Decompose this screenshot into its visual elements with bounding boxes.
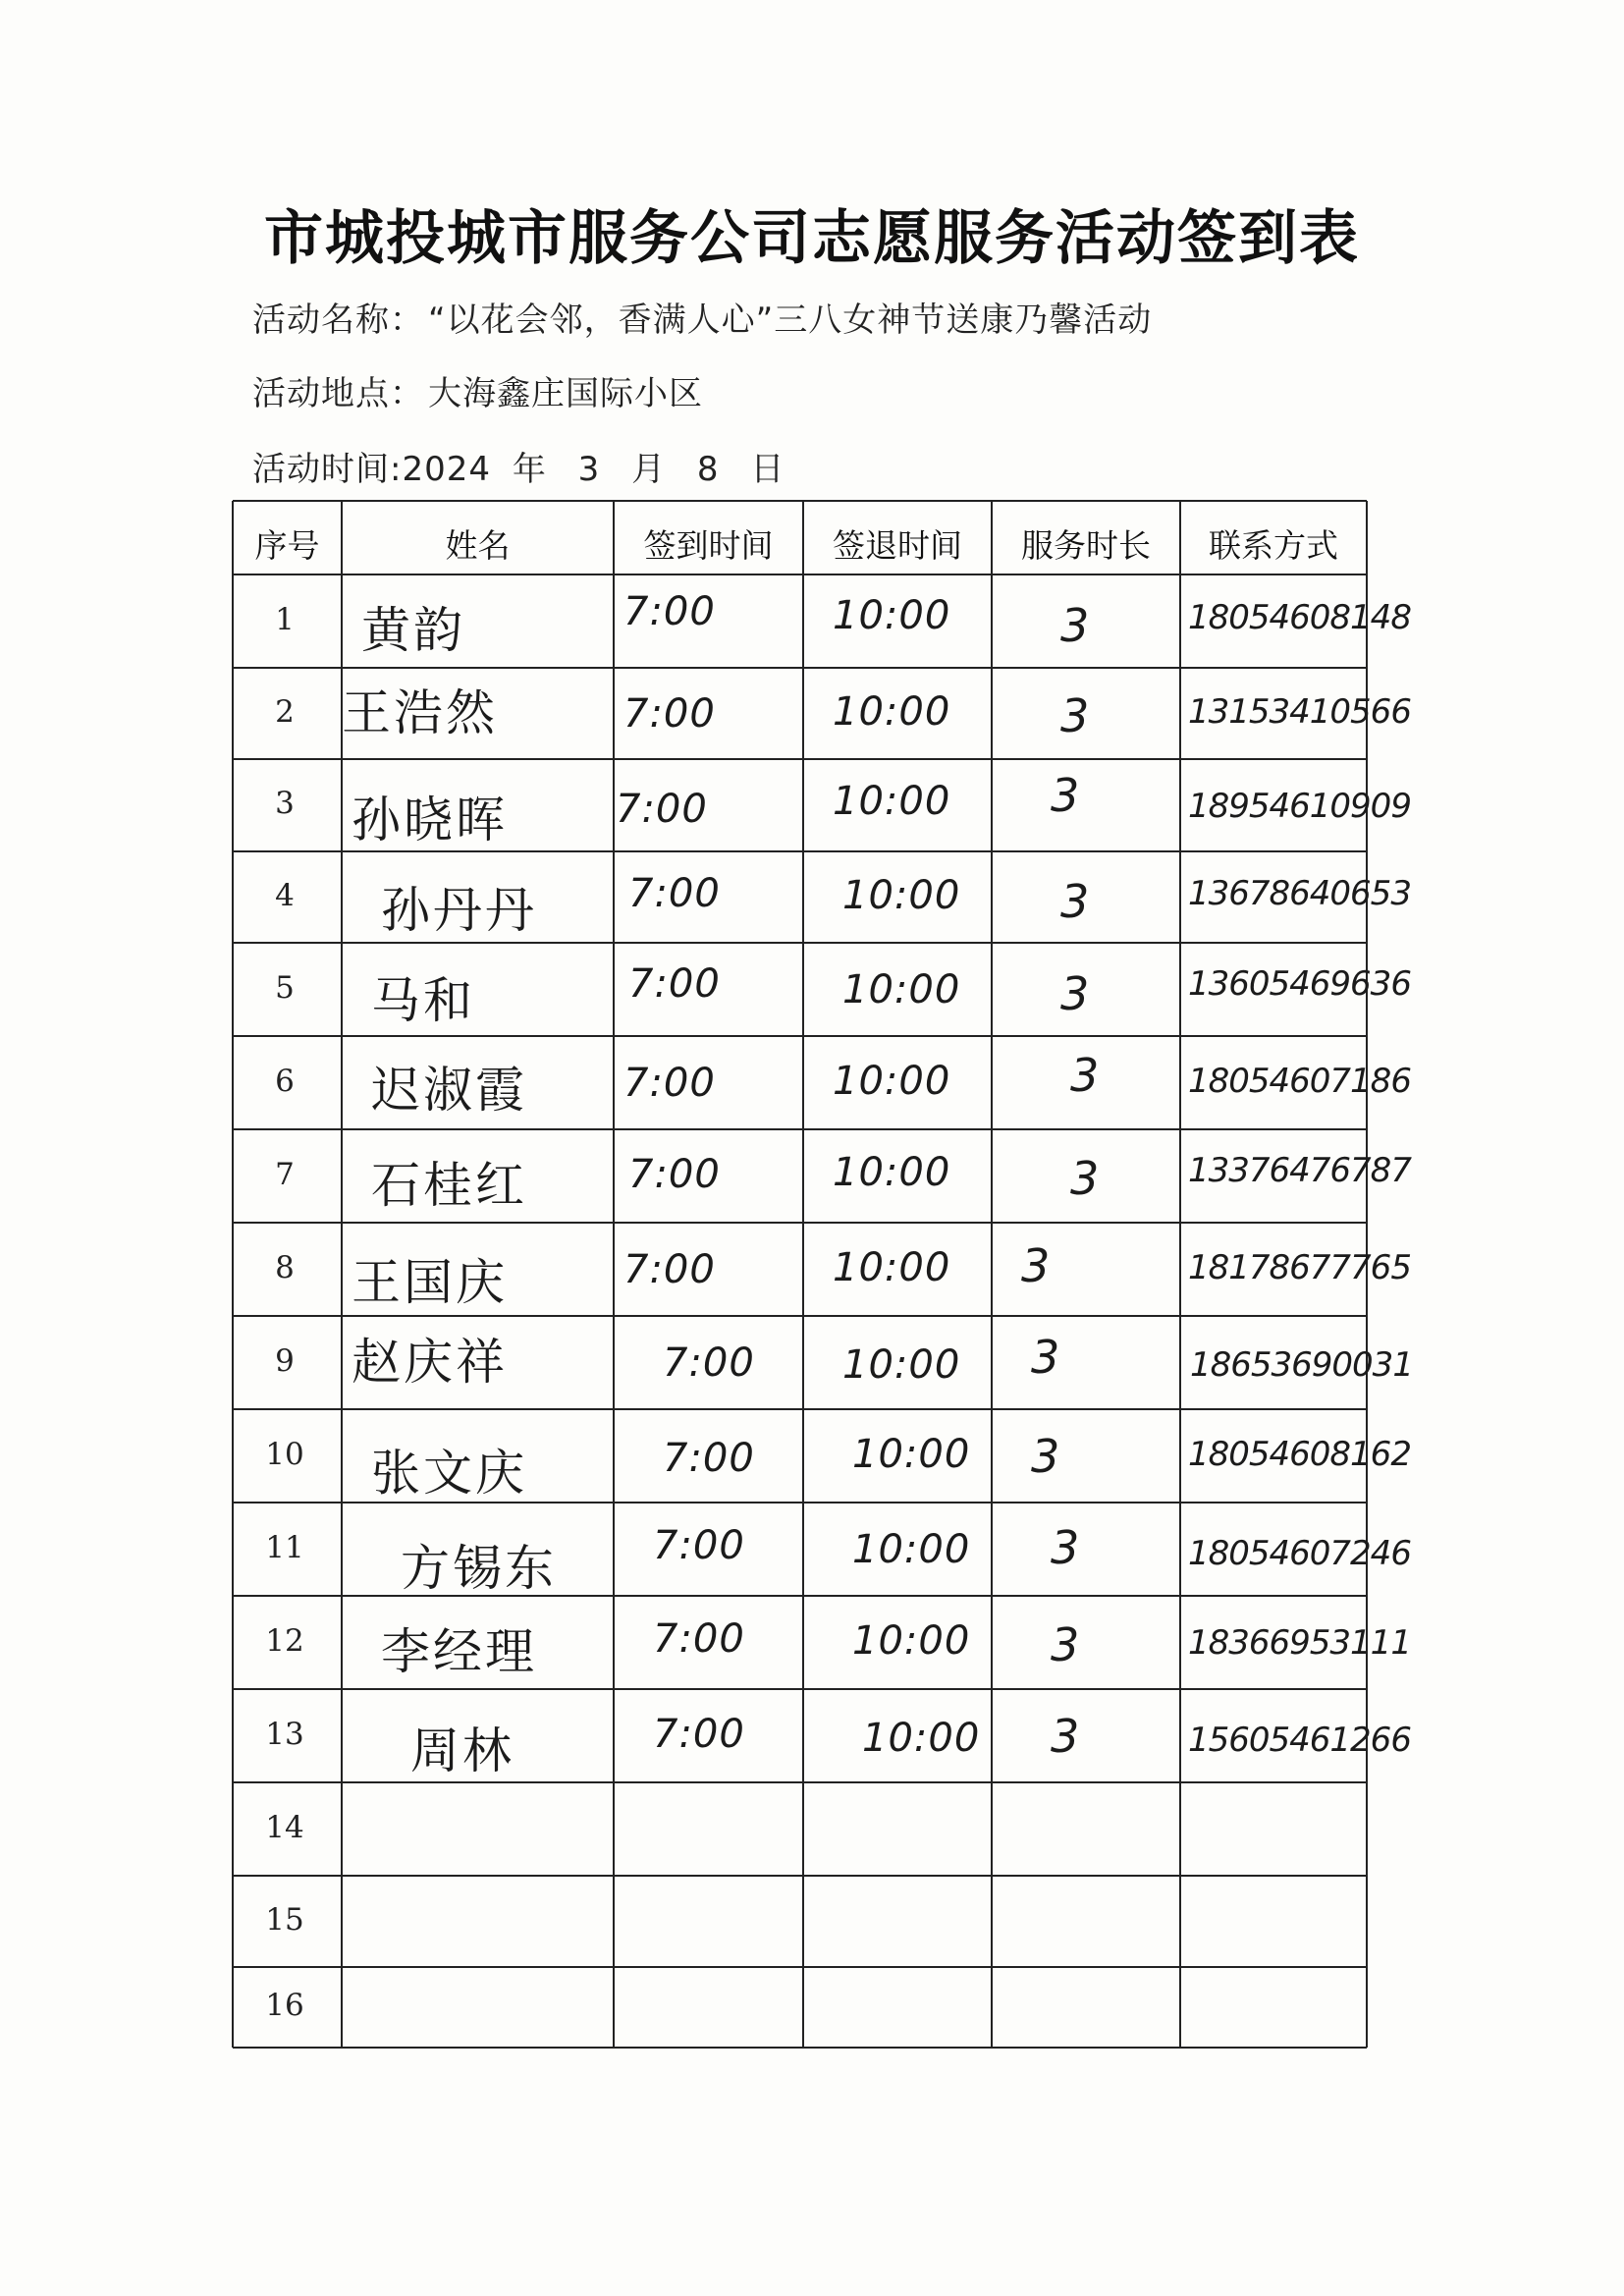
cell-duration-7: 3 bbox=[1070, 1151, 1100, 1205]
cell-name-6: 迟淑霞 bbox=[371, 1061, 527, 1119]
cell-sign-out-4: 10:00 bbox=[842, 872, 961, 918]
cell-sign-out-9: 10:00 bbox=[842, 1341, 961, 1388]
row-index-7: 7 bbox=[275, 1156, 295, 1192]
cell-sign-in-3: 7:00 bbox=[616, 787, 708, 833]
day-unit: 日 bbox=[750, 450, 785, 489]
header-sign-in: 签到时间 bbox=[643, 526, 774, 565]
cell-sign-in-11: 7:00 bbox=[653, 1522, 745, 1568]
header-name: 姓名 bbox=[445, 526, 511, 565]
cell-name-4: 孙丹丹 bbox=[381, 881, 537, 939]
cell-sign-out-2: 10:00 bbox=[833, 688, 951, 735]
row-index-10: 10 bbox=[265, 1436, 304, 1472]
cell-sign-in-4: 7:00 bbox=[628, 870, 721, 916]
header-sign-out: 签退时间 bbox=[833, 526, 962, 565]
row-index-14: 14 bbox=[265, 1809, 304, 1845]
row-index-3: 3 bbox=[275, 786, 295, 821]
row-index-13: 13 bbox=[265, 1716, 304, 1752]
activity-location-label: 活动地点： bbox=[252, 374, 424, 413]
cell-phone-11: 18054607246 bbox=[1188, 1534, 1411, 1574]
cell-duration-3: 3 bbox=[1051, 769, 1080, 823]
activity-location-value: 大海鑫庄国际小区 bbox=[428, 374, 703, 413]
cell-duration-1: 3 bbox=[1060, 598, 1090, 652]
cell-name-12: 李经理 bbox=[381, 1622, 537, 1680]
activity-name-label: 活动名称： bbox=[252, 301, 424, 340]
cell-name-11: 方锡东 bbox=[401, 1539, 557, 1597]
activity-day: 8 bbox=[696, 450, 720, 489]
cell-name-13: 周林 bbox=[410, 1722, 514, 1779]
year-unit: 年 bbox=[512, 450, 547, 489]
activity-name-value: “以花会邻，香满人心”三八女神节送康乃馨活动 bbox=[428, 301, 1153, 340]
cell-sign-out-7: 10:00 bbox=[833, 1149, 951, 1195]
cell-sign-in-8: 7:00 bbox=[623, 1246, 716, 1292]
row-index-9: 9 bbox=[275, 1342, 295, 1379]
cell-sign-out-1: 10:00 bbox=[833, 592, 951, 638]
cell-sign-out-13: 10:00 bbox=[862, 1715, 981, 1761]
cell-phone-2: 13153410566 bbox=[1188, 692, 1411, 733]
header-contact: 联系方式 bbox=[1209, 526, 1338, 565]
cell-sign-out-6: 10:00 bbox=[833, 1058, 951, 1104]
cell-sign-out-8: 10:00 bbox=[833, 1244, 951, 1290]
cell-sign-in-7: 7:00 bbox=[628, 1151, 721, 1197]
cell-phone-3: 18954610909 bbox=[1188, 786, 1411, 826]
cell-name-8: 王国庆 bbox=[352, 1253, 508, 1311]
cell-sign-in-5: 7:00 bbox=[628, 960, 721, 1007]
row-index-11: 11 bbox=[265, 1529, 304, 1565]
header-index: 序号 bbox=[254, 526, 320, 565]
row-index-16: 16 bbox=[265, 1988, 304, 2023]
activity-year: 2024 bbox=[402, 450, 491, 489]
cell-name-5: 马和 bbox=[371, 971, 475, 1029]
row-index-4: 4 bbox=[275, 877, 295, 913]
cell-name-2: 王浩然 bbox=[342, 683, 498, 741]
cell-phone-1: 18054608148 bbox=[1188, 598, 1411, 638]
cell-sign-out-12: 10:00 bbox=[852, 1617, 971, 1664]
row-index-6: 6 bbox=[275, 1063, 295, 1099]
cell-name-9: 赵庆祥 bbox=[352, 1333, 508, 1391]
cell-name-10: 张文庆 bbox=[371, 1444, 527, 1502]
cell-sign-in-1: 7:00 bbox=[623, 588, 716, 634]
cell-name-1: 黄韵 bbox=[361, 601, 465, 659]
cell-phone-10: 18054608162 bbox=[1188, 1435, 1411, 1475]
row-index-15: 15 bbox=[265, 1901, 304, 1938]
cell-sign-in-13: 7:00 bbox=[653, 1711, 745, 1757]
cell-duration-11: 3 bbox=[1051, 1520, 1080, 1574]
cell-sign-in-9: 7:00 bbox=[663, 1339, 755, 1386]
cell-duration-12: 3 bbox=[1051, 1617, 1080, 1671]
cell-sign-in-12: 7:00 bbox=[653, 1615, 745, 1662]
cell-phone-7: 13376476787 bbox=[1188, 1151, 1411, 1191]
cell-name-7: 石桂红 bbox=[371, 1156, 527, 1214]
cell-sign-out-11: 10:00 bbox=[852, 1526, 971, 1572]
cell-sign-in-6: 7:00 bbox=[623, 1060, 716, 1106]
cell-phone-4: 13678640653 bbox=[1188, 874, 1411, 914]
cell-sign-out-10: 10:00 bbox=[852, 1431, 971, 1477]
cell-duration-10: 3 bbox=[1031, 1429, 1060, 1483]
cell-phone-8: 18178677765 bbox=[1188, 1248, 1411, 1288]
cell-name-3: 孙晓晖 bbox=[352, 792, 508, 848]
activity-month: 3 bbox=[577, 450, 601, 489]
header-duration: 服务时长 bbox=[1021, 526, 1151, 565]
cell-duration-8: 3 bbox=[1021, 1238, 1051, 1292]
cell-duration-13: 3 bbox=[1051, 1709, 1080, 1763]
cell-duration-9: 3 bbox=[1031, 1330, 1060, 1384]
row-index-1: 1 bbox=[275, 601, 295, 637]
cell-sign-in-10: 7:00 bbox=[663, 1435, 755, 1481]
cell-phone-9: 18653690031 bbox=[1190, 1345, 1413, 1386]
cell-duration-2: 3 bbox=[1060, 688, 1090, 742]
row-index-5: 5 bbox=[275, 969, 295, 1006]
cell-duration-4: 3 bbox=[1060, 874, 1090, 928]
cell-phone-12: 18366953111 bbox=[1188, 1623, 1411, 1664]
cell-phone-5: 13605469636 bbox=[1188, 964, 1411, 1005]
row-index-12: 12 bbox=[265, 1622, 304, 1659]
month-unit: 月 bbox=[631, 450, 667, 489]
activity-time-label: 活动时间: bbox=[252, 450, 403, 489]
cell-duration-5: 3 bbox=[1060, 966, 1090, 1020]
cell-duration-6: 3 bbox=[1070, 1048, 1100, 1102]
cell-phone-13: 15605461266 bbox=[1188, 1721, 1411, 1761]
cell-sign-in-2: 7:00 bbox=[623, 690, 716, 737]
cell-sign-out-5: 10:00 bbox=[842, 966, 961, 1012]
cell-phone-6: 18054607186 bbox=[1188, 1062, 1411, 1102]
page-title: 市城投城市服务公司志愿服务活动签到表 bbox=[264, 204, 1360, 273]
row-index-8: 8 bbox=[275, 1249, 295, 1285]
row-index-2: 2 bbox=[275, 693, 295, 730]
cell-sign-out-3: 10:00 bbox=[833, 779, 951, 825]
